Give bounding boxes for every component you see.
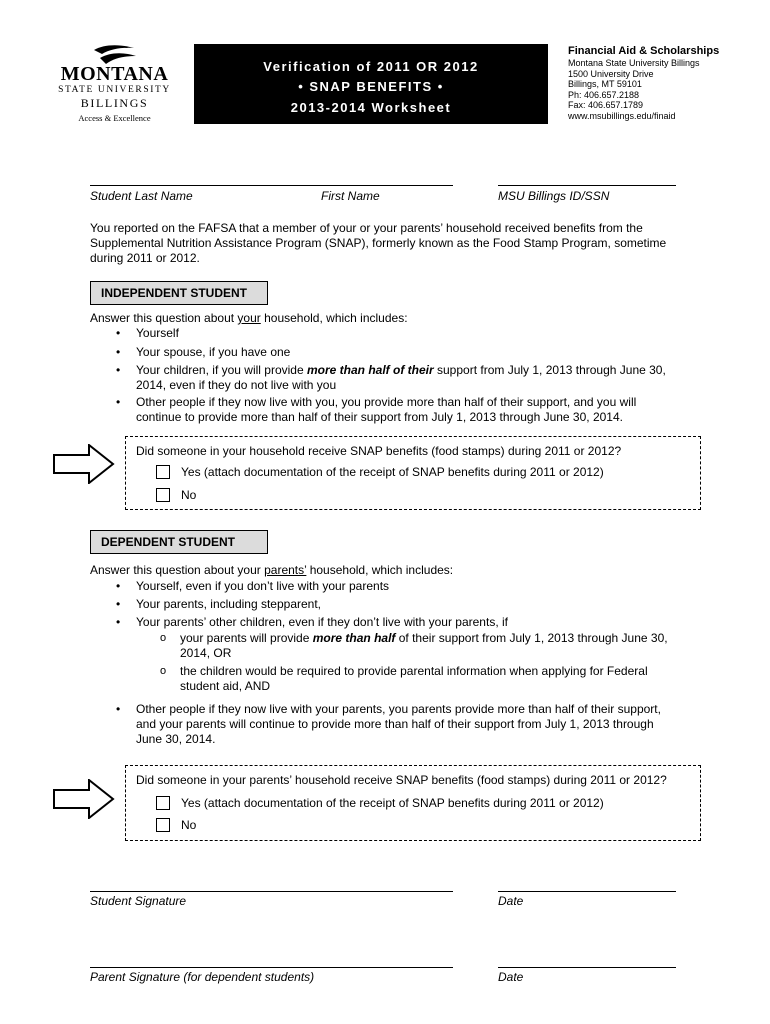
dependent-no-label: No — [181, 818, 197, 832]
title-box — [194, 44, 548, 124]
contact-line: 1500 University Drive — [568, 68, 654, 79]
list-item: • Your parents’ other children, even if they don’t live with your parents, if — [116, 615, 676, 630]
independent-lead-post: household, which includes: — [260, 311, 408, 325]
parent-signature-line[interactable] — [90, 967, 453, 968]
list-item: • Other people if they now live with your parents, you parents provide more than half of their support, and your parents will continue to provide more than half of their support from July 1, 2013 through June 30, 2014. — [116, 702, 676, 747]
independent-no-label: No — [181, 488, 197, 502]
last-name-label: Student Last Name — [90, 189, 193, 203]
parent-signature-label: Parent Signature (for dependent students) — [90, 970, 315, 984]
independent-lead — [90, 311, 690, 326]
date-line[interactable] — [498, 967, 676, 968]
list-item: • Your children, if you will provide more than half of their support from July 1, 2013 through June 30, 2014, even if they do not live with you — [116, 363, 666, 393]
dependent-yes-label: Yes (attach documentation of the receipt of SNAP benefits during 2011 or 2012) — [181, 796, 604, 810]
first-name-label: First Name — [321, 189, 380, 203]
list-item: • Other people if they now live with you, you provide more than half of their support, and you will continue to provide more than half of their support from July 1, 2013 through June 30, 2014. — [116, 395, 666, 425]
id-field-line[interactable] — [498, 185, 676, 186]
title-line2: • SNAP BENEFITS • — [298, 79, 444, 94]
logo-line1: STATE UNIVERSITY — [58, 85, 171, 95]
student-signature-line[interactable] — [90, 891, 453, 892]
dependent-list — [116, 579, 676, 630]
date-line[interactable] — [498, 891, 676, 892]
dependent-sublist — [160, 631, 680, 694]
contact-line: Montana State University Billings — [568, 58, 700, 68]
date-label: Date — [498, 894, 524, 908]
university-logo — [52, 44, 177, 126]
list-item: o the children would be required to provide parental information when applying for Federal student aid, AND — [160, 664, 680, 694]
name-field-line[interactable] — [90, 185, 453, 186]
dependent-lead-pre: Answer this question about your — [90, 563, 265, 577]
title-line1: Verification of 2011 OR 2012 — [263, 59, 479, 74]
list-item: • Your parents, including stepparent, — [116, 597, 676, 612]
independent-list — [116, 326, 666, 425]
independent-lead-underline: your — [237, 311, 261, 325]
id-label: MSU Billings ID/SSN — [498, 189, 610, 203]
contact-line: Billings, MT 59101 — [568, 79, 642, 89]
independent-question: Did someone in your household receive SNAP benefits (food stamps) during 2011 or 2012? — [136, 444, 622, 458]
contact-block — [568, 44, 758, 121]
contact-line: Fax: 406.657.1789 — [568, 100, 644, 110]
dependent-lead-underline: parents’ — [264, 563, 307, 577]
dependent-list-2 — [116, 702, 676, 747]
contact-heading: Financial Aid & Scholarships — [568, 45, 720, 57]
dependent-no-checkbox[interactable] — [156, 818, 170, 832]
logo-tagline: Access & Excellence — [78, 113, 151, 123]
list-item: • Yourself, even if you don’t live with your parents — [116, 579, 676, 594]
dependent-student-tag: DEPENDENT STUDENT — [90, 530, 268, 554]
intro-text: You reported on the FAFSA that a member of your or your parents’ household received benefits from the Supplemental Nutrition Assistance Program (SNAP), formerly known as the Food Stamp Program, sometime during 2011 or 2012. — [90, 221, 667, 265]
list-item: • Your spouse, if you have one — [116, 345, 666, 360]
logo-brand: MONTANA — [60, 63, 169, 85]
dependent-question: Did someone in your parents’ household receive SNAP benefits (food stamps) during 2011 or 2012? — [136, 773, 667, 787]
title-line3: 2013-2014 Worksheet — [290, 100, 452, 115]
date-label: Date — [498, 970, 524, 984]
independent-student-tag: INDEPENDENT STUDENT — [90, 281, 268, 305]
arrow-right-icon — [53, 779, 115, 819]
independent-lead-pre: Answer this question about — [90, 311, 238, 325]
contact-link[interactable]: www.msubillings.edu/finaid — [568, 110, 676, 121]
list-item: • Yourself — [116, 326, 666, 341]
independent-no-checkbox[interactable] — [156, 488, 170, 502]
list-item: o your parents will provide more than half of their support from July 1, 2013 through June 30, 2014, OR — [160, 631, 680, 661]
logo-line2: BILLINGS — [80, 96, 149, 110]
independent-yes-checkbox[interactable] — [156, 465, 170, 479]
dependent-yes-checkbox[interactable] — [156, 796, 170, 810]
student-signature-label: Student Signature — [90, 894, 187, 908]
contact-line: Ph: 406.657.2188 — [568, 89, 640, 100]
arrow-right-icon — [53, 444, 115, 484]
dependent-lead-post: household, which includes: — [306, 563, 454, 577]
dependent-lead — [90, 563, 690, 578]
independent-yes-label: Yes (attach documentation of the receipt of SNAP benefits during 2011 or 2012) — [181, 465, 604, 479]
